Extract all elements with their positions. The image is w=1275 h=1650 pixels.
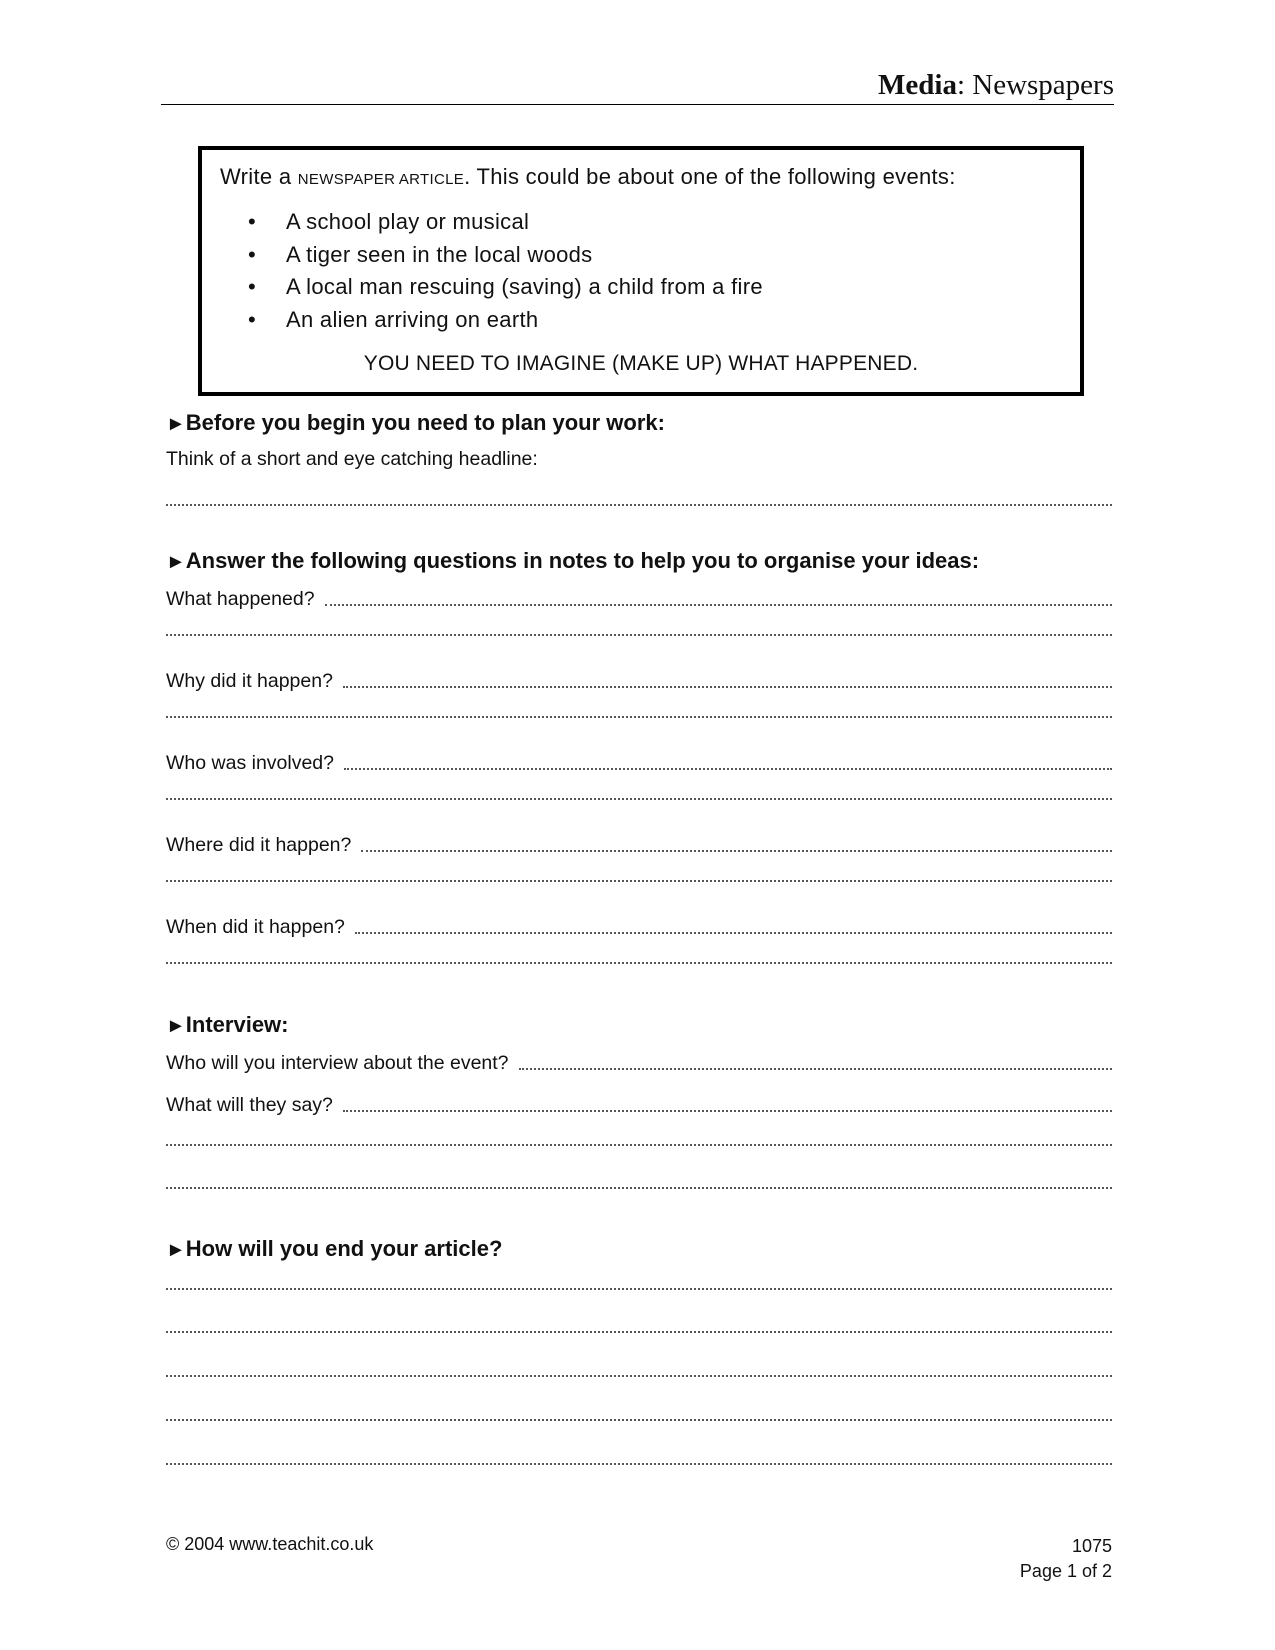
footer-copyright: © 2004 www.teachit.co.uk — [166, 1534, 374, 1554]
arrow-right-icon: ► — [166, 1015, 186, 1037]
answer-line[interactable] — [166, 1187, 1112, 1189]
event-item — [248, 271, 763, 304]
event-label: An alien arriving on earth — [286, 306, 539, 332]
answer-line[interactable] — [166, 1288, 1112, 1290]
task-intro-caps: NEWSPAPER ARTICLE — [297, 171, 465, 188]
answer-line[interactable] — [325, 602, 1112, 606]
event-item — [248, 206, 763, 239]
footer-meta — [1020, 1534, 1112, 1584]
answer-line[interactable] — [166, 880, 1112, 882]
plan-heading — [166, 410, 665, 436]
answer-line[interactable] — [361, 848, 1112, 852]
question-row-who[interactable] — [166, 752, 1112, 774]
event-item — [248, 239, 763, 272]
event-list — [248, 206, 763, 336]
header-subject: Media — [878, 69, 957, 101]
question-label: Why did it happen? — [166, 670, 333, 692]
arrow-right-icon: ► — [166, 1239, 186, 1261]
event-item — [248, 304, 763, 337]
answer-line[interactable] — [166, 716, 1112, 718]
page-header — [161, 70, 1114, 105]
questions-heading — [166, 548, 979, 574]
question-label: When did it happen? — [166, 916, 345, 938]
headline-prompt: Think of a short and eye catching headline: — [166, 448, 538, 470]
answer-line[interactable] — [166, 1144, 1112, 1146]
event-label: A school play or musical — [286, 209, 530, 234]
arrow-right-icon: ► — [166, 551, 186, 573]
bullet-icon: • — [248, 241, 257, 267]
answer-line[interactable] — [166, 1463, 1112, 1465]
footer-page: Page 1 of 2 — [1019, 1561, 1112, 1581]
interview-heading-text: Interview: — [185, 1012, 289, 1037]
plan-heading-text: Before you begin you need to plan your work: — [185, 410, 665, 435]
answer-line[interactable] — [166, 962, 1112, 964]
question-row-when[interactable] — [166, 916, 1112, 938]
headline-prompt-row — [166, 448, 1112, 470]
answer-line[interactable] — [166, 1375, 1112, 1377]
question-label: Where did it happen? — [166, 834, 352, 856]
bullet-icon: • — [248, 209, 257, 234]
event-label: A tiger seen in the local woods — [286, 241, 593, 267]
footer-code: 1075 — [1071, 1536, 1112, 1556]
question-label: Who was involved? — [166, 752, 334, 774]
event-label: A local man rescuing (saving) a child from a fire — [286, 274, 763, 299]
task-note: YOU NEED TO IMAGINE (MAKE UP) WHAT HAPPENED. — [363, 352, 919, 375]
question-label: Who will you interview about the event? — [166, 1052, 509, 1074]
question-label: What will they say? — [166, 1094, 333, 1116]
bullet-icon: • — [248, 306, 257, 332]
question-row-why[interactable] — [166, 670, 1112, 692]
header-separator: : — [956, 69, 973, 101]
answer-line[interactable] — [343, 1108, 1112, 1112]
interview-row-who[interactable] — [166, 1052, 1112, 1074]
answer-line[interactable] — [166, 1331, 1112, 1333]
ending-heading-text: How will you end your article? — [185, 1236, 503, 1261]
ending-heading — [166, 1236, 502, 1262]
question-label: What happened? — [166, 588, 315, 610]
answer-line[interactable] — [166, 634, 1112, 636]
header-topic: Newspapers — [972, 69, 1114, 101]
answer-line[interactable] — [166, 798, 1112, 800]
answer-line[interactable] — [355, 930, 1112, 934]
question-row-where[interactable] — [166, 834, 1112, 856]
task-intro — [220, 164, 956, 190]
interview-row-say[interactable] — [166, 1094, 1112, 1116]
questions-heading-text: Answer the following questions in notes to help you to organise your ideas: — [185, 548, 980, 573]
answer-line[interactable] — [519, 1066, 1112, 1070]
headline-answer-line[interactable] — [166, 504, 1112, 506]
answer-line[interactable] — [166, 1419, 1112, 1421]
task-intro-end: . This could be about one of the following events: — [464, 164, 956, 189]
question-row-what[interactable] — [166, 588, 1112, 610]
interview-heading — [166, 1012, 289, 1038]
task-intro-start: Write a — [220, 164, 298, 189]
answer-line[interactable] — [343, 684, 1112, 688]
bullet-icon: • — [248, 274, 257, 299]
answer-line[interactable] — [344, 766, 1112, 770]
task-box — [198, 146, 1084, 396]
arrow-right-icon: ► — [166, 413, 186, 435]
